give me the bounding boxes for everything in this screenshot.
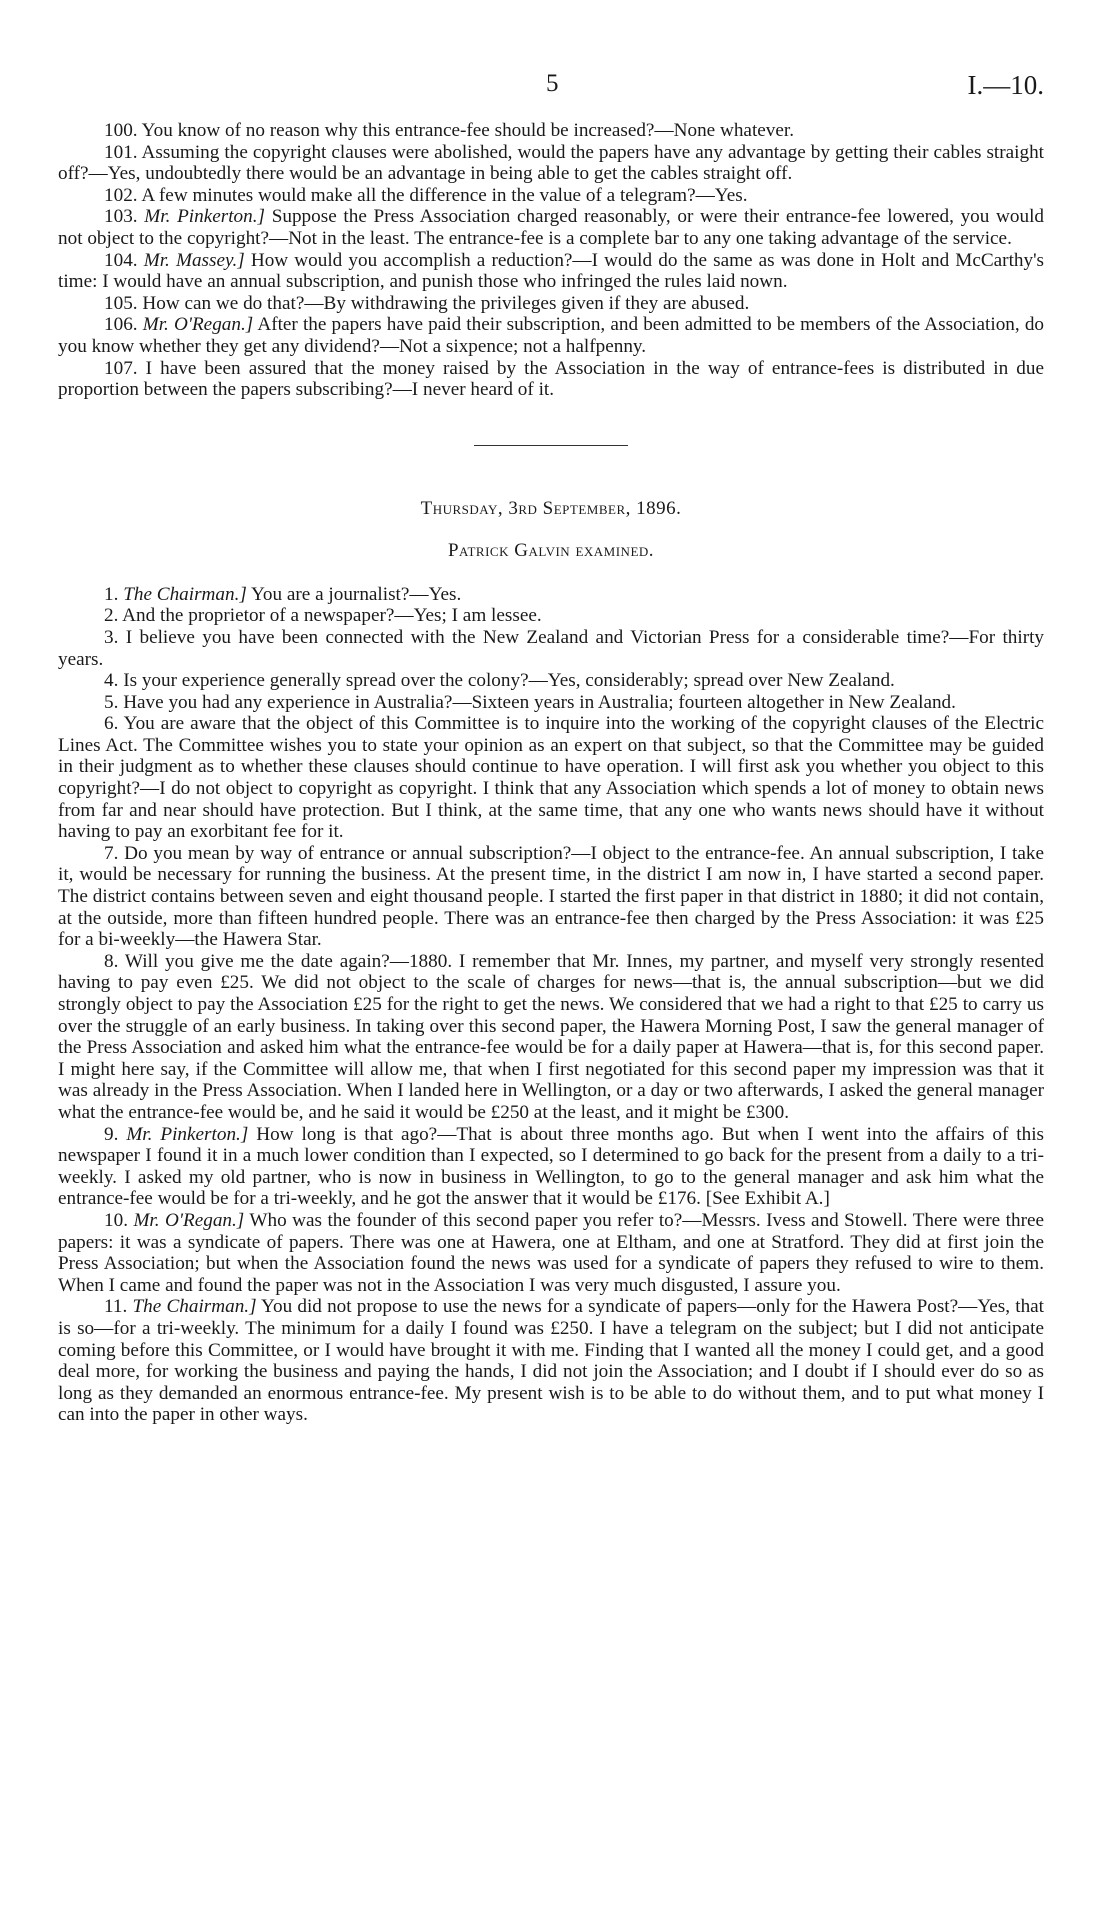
- question-number: 102.: [104, 184, 138, 206]
- question-text: A few minutes would make all the difference in the value of a telegram?—Yes.: [141, 184, 748, 206]
- question-number: 10.: [104, 1209, 128, 1231]
- question-number: 104.: [104, 249, 138, 271]
- question-number: 107.: [104, 357, 138, 379]
- document-reference: I.—10.: [967, 70, 1044, 100]
- session-date: Thursday, 3rd September, 1896.: [420, 497, 682, 519]
- page-number: 5: [546, 70, 559, 97]
- speaker-label: Mr. Pinkerton.]: [126, 1123, 249, 1145]
- question-number: 4.: [104, 670, 119, 692]
- testimony-continued: [58, 120, 1044, 401]
- question-text: How would you accomplish a reduction?—I would do the same as was done in Holt and McCarthy's time: I would have an annual subscription, and punish those who infringed the rules laid nown.: [58, 249, 1045, 293]
- speaker-label: Mr. Pinkerton.]: [144, 206, 265, 228]
- question-text: You did not propose to use the news for a syndicate of papers—only for the Hawera Post?—Yes, that is so—for a tri-weekly. The minimum for a daily I found was £250. I have a telegram on the subject; but I did not anticipate coming before this Committee, or I would have brought it with me. Finding that I wanted all the money I could get, and a good deal more, for working the business and paying the hands, I did not join the Association; and I doubt if I should ever do so as long as they demanded an enormous entrance-fee. My present wish is to be able to do without them, and to put what money I can into the paper in other ways.: [58, 1296, 1045, 1426]
- question-number: 106.: [104, 314, 138, 336]
- question-number: 100.: [104, 120, 138, 141]
- question-text: You are a journalist?—Yes.: [250, 583, 462, 605]
- witness-heading: Patrick Galvin examined.: [447, 539, 655, 561]
- question-text: How long is that ago?—That is about three months ago. But when I went into the affairs of this newspaper I found it in a much lower condition than I expected, so I determined to go back for the present from a daily to a tri-weekly. I asked my old partner, who is now in business in Wellington, to go to the general manager and ask him what the entrance-fee would be for a tri-weekly, and he got the answer that it would be £176. [See Exhibit A.]: [58, 1123, 1044, 1210]
- question-paragraph: [58, 1210, 1044, 1296]
- question-text: After the papers have paid their subscription, and been admitted to be members of the Association, do you know whether they get any dividend?—Not a sixpence; not a halfpenny.: [58, 314, 1045, 357]
- question-paragraph: [58, 142, 1044, 185]
- question-text: Do you mean by way of entrance or annual subscription?—I object to the entrance-fee. An annual subscription, I take it, would be necessary for running the business. At the present time, in the district I am now in, I have started a second paper. The district contains between seven and eight thousand people. I started the first paper in that district in 1880; it did not contain, at the outside, more than fifteen hundred people. There was an entrance-fee then charged by the Press Association: it was £25 for a bi-weekly—the Hawera Star.: [58, 842, 1045, 951]
- question-text: You know of no reason why this entrance-fee should be increased?—None whatever.: [141, 120, 795, 141]
- question-text: Who was the founder of this second paper you refer to?—Messrs. Ivess and Stowell. There were three papers: it was a syndicate of papers. There was one at Hawera, one at Eltham, and one at Stratford. They did at first join the Press Association; but when the Association found the news was used for a syndicate of papers they refused to wire to them. When I came and found the paper was not in the Association I was very much disgusted, I assure you.: [58, 1209, 1045, 1296]
- speaker-label: Mr. O'Regan.]: [133, 1209, 245, 1231]
- question-number: 3.: [104, 626, 119, 648]
- question-paragraph: [58, 627, 1044, 670]
- question-number: 101.: [104, 141, 138, 163]
- question-number: 9.: [104, 1123, 119, 1145]
- question-paragraph: [58, 713, 1044, 843]
- document-page: [58, 70, 1044, 1426]
- question-number: 8.: [104, 950, 119, 972]
- question-text: I believe you have been connected with the New Zealand and Victorian Press for a considerable time?—For thirty years.: [58, 626, 1045, 670]
- question-paragraph: [58, 206, 1044, 249]
- question-paragraph: [58, 584, 1044, 606]
- question-paragraph: [58, 605, 1044, 627]
- question-paragraph: [58, 120, 1044, 142]
- question-paragraph: [58, 843, 1044, 951]
- question-paragraph: [58, 358, 1044, 401]
- speaker-label: Mr. O'Regan.]: [142, 314, 254, 336]
- question-paragraph: [58, 692, 1044, 714]
- question-number: 7.: [104, 842, 119, 864]
- question-text: Will you give me the date again?—1880. I remember that Mr. Innes, my partner, and myself very strongly resented having to pay even £25. We did not object to the scale of charges for news—that is, the annual subscription—but we did strongly object to pay the Association £25 for the right to get the news. We considered that we had a right to that £25 to carry us over the struggle of an early business. In taking over this second paper, the Hawera Morning Post, I saw the general manager of the Press Association and asked him what the entrance-fee would be for a daily paper at Hawera—that is, for this second paper. I might here say, if the Committee will allow me, that when I first negotiated for this second paper my impression was that it was already in the Press Association. When I landed here in Wellington, or a day or two afterwards, I asked the general manager what the entrance-fee would be, and he said it would be £250 at the least, and it might be £300.: [58, 950, 1045, 1123]
- question-text: Assuming the copyright clauses were abolished, would the papers have any advantage by getting their cables straight off?—Yes, undoubtedly there would be an advantage in being able to get the cables straight off.: [58, 141, 1044, 185]
- testimony-galvin: [58, 584, 1044, 1426]
- question-paragraph: [58, 1124, 1044, 1210]
- question-paragraph: [58, 250, 1044, 293]
- question-paragraph: [58, 951, 1044, 1124]
- question-text: How can we do that?—By withdrawing the privileges given if they are abused.: [142, 292, 750, 314]
- question-number: 2.: [104, 605, 119, 627]
- speaker-label: The Chairman.]: [123, 583, 247, 605]
- question-paragraph: [58, 1296, 1044, 1426]
- question-text: You are aware that the object of this Committee is to inquire into the working of the copyright clauses of the Electric Lines Act. The Committee wishes you to state your opinion as an expert on that subject, so that the Committee may be guided in their judgment as to whether these clauses should continue to have operation. I will first ask you whether you object to this copyright?—I do not object to copyright as copyright. I think that any Association which spends a lot of money to obtain news from far and near should have protection. But I think, at the same time, that any one who wants news should have it without having to pay an exorbitant fee for it.: [58, 713, 1044, 843]
- speaker-label: Mr. Massey.]: [143, 249, 245, 271]
- question-number: 6.: [104, 713, 119, 735]
- question-text: Is your experience generally spread over the colony?—Yes, considerably; spread over New Zealand.: [123, 670, 895, 692]
- question-number: 105.: [104, 292, 138, 314]
- question-number: 1.: [104, 583, 119, 605]
- question-number: 11.: [104, 1296, 128, 1318]
- page-header: [58, 70, 1044, 120]
- question-number: 5.: [104, 691, 119, 713]
- question-text: And the proprietor of a newspaper?—Yes; I am lessee.: [122, 605, 542, 627]
- question-paragraph: [58, 185, 1044, 207]
- question-paragraph: [58, 670, 1044, 692]
- section-divider: [474, 445, 628, 446]
- question-paragraph: [58, 293, 1044, 315]
- question-text: Have you had any experience in Australia?—Sixteen years in Australia; fourteen altogether in New Zealand.: [123, 691, 956, 713]
- question-text: I have been assured that the money raised by the Association in the way of entrance-fees is distributed in due proportion between the papers subscribing?—I never heard of it.: [58, 357, 1044, 401]
- speaker-label: The Chairman.]: [132, 1296, 257, 1318]
- question-paragraph: [58, 314, 1044, 357]
- question-number: 103.: [104, 206, 138, 228]
- question-text: Suppose the Press Association charged reasonably, or were their entrance-fee lowered, you would not object to the copyright?—Not in the least. The entrance-fee is a complete bar to any one taking advantage of the service.: [58, 206, 1045, 249]
